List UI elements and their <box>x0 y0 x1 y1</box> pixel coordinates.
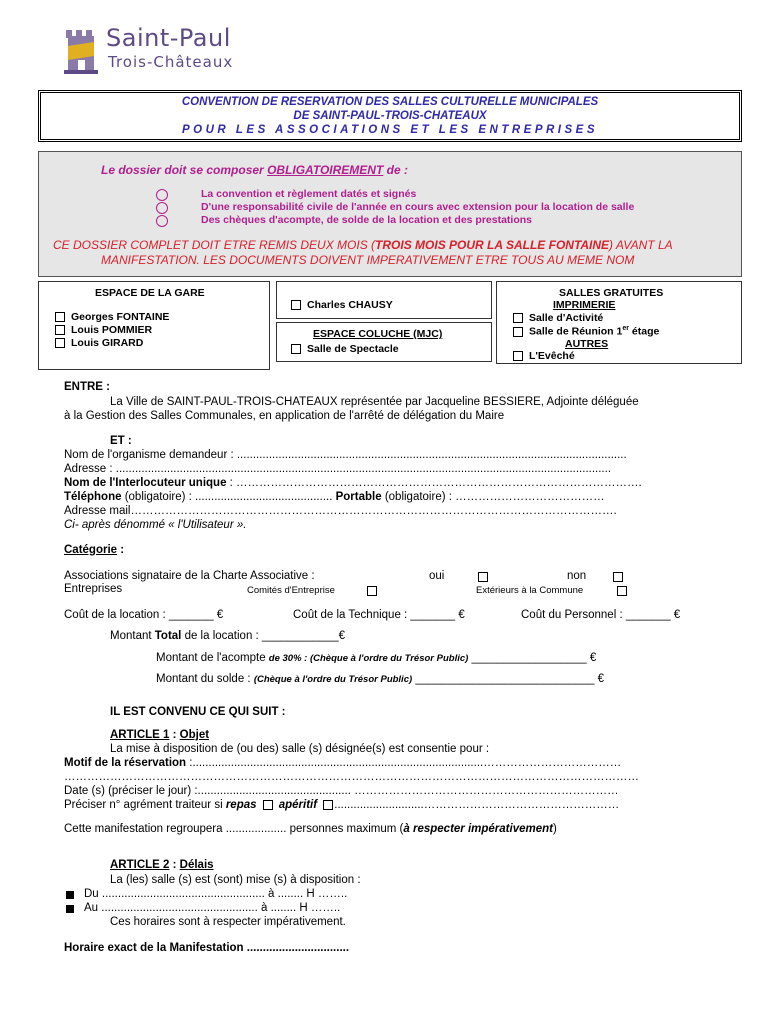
espace-coluche-box <box>276 322 492 362</box>
entre-heading: ENTRE : <box>64 381 110 393</box>
room-label: Georges FONTAINE <box>71 311 170 323</box>
montant-total-bold: Total <box>154 630 182 642</box>
dossier-intro <box>101 163 408 177</box>
dossier-intro-text: Le dossier doit se composer <box>101 163 268 177</box>
categorie-colon: : <box>117 544 125 556</box>
organisme-field[interactable]: Nom de l'organisme demandeur : .......................................................................................................................... <box>64 449 627 461</box>
bullet-square-icon <box>66 891 74 899</box>
ville-text-line1: La Ville de SAINT-PAUL-TROIS-CHATEAUX représentée par Jacqueline BESSIERE, Adjointe déléguée <box>110 396 639 408</box>
motif-label: Motif de la réservation <box>64 757 187 769</box>
dossier-item: D'une responsabilité civile de l'année en cours avec extension pour la location de salle <box>201 201 635 213</box>
article2-sep: : <box>169 859 180 871</box>
espace-gare-title: ESPACE DE LA GARE <box>95 287 205 299</box>
motif-dots: :...........................................................................................……………………………… <box>186 757 622 769</box>
participants-paren: ) <box>552 823 557 835</box>
article1-sep: : <box>169 729 180 741</box>
room-option[interactable] <box>513 350 575 362</box>
dossier-intro-end: de : <box>383 163 408 177</box>
email-field[interactable]: Adresse mail………………………………………………………………………………………………………………. <box>64 505 617 517</box>
comites-label: Comités d'Entreprise <box>247 585 335 596</box>
article1-heading <box>110 729 209 741</box>
checkbox-icon[interactable] <box>513 351 523 361</box>
checkbox-icon[interactable] <box>291 344 301 354</box>
room-option[interactable] <box>513 312 603 324</box>
dossier-warning-line2: MANIFESTATION. LES DOCUMENTS DOIVENT IMPERATIVEMENT ETRE TOUS AU MEME NOM <box>101 253 635 267</box>
title-line3: POUR LES ASSOCIATIONS ET LES ENTREPRISES <box>181 124 599 136</box>
title-box <box>38 90 742 142</box>
aperitif-checkbox-icon[interactable] <box>323 800 333 810</box>
bullet-square-icon <box>66 905 74 913</box>
repas-label: repas <box>225 799 257 811</box>
article1-label: ARTICLE 1 <box>110 729 170 741</box>
warning-text: CE DOSSIER COMPLET DOIT ETRE REMIS DEUX MOIS ( <box>53 238 376 252</box>
solde-blank: ____________________________ € <box>412 673 605 685</box>
categorie-heading <box>64 544 124 556</box>
title-line2: DE SAINT-PAUL-TROIS-CHATEAUX <box>293 110 487 122</box>
room-label: Charles CHAUSY <box>307 299 393 311</box>
room-label: Salle de Réunion 1 <box>529 325 623 338</box>
checkbox-icon[interactable] <box>55 338 65 348</box>
warning-bold: TROIS MOIS POUR LA SALLE FONTAINE <box>375 238 610 252</box>
traiteur-field[interactable] <box>64 799 619 811</box>
dossier-item: La convention et règlement datés et signés <box>201 188 417 200</box>
telephone-dots: (obligatoire) : ........................................... <box>121 491 336 503</box>
espace-coluche-title: ESPACE COLUCHE (MJC) <box>313 328 443 340</box>
exterieurs-label: Extérieurs à la Commune <box>476 585 584 596</box>
room-option[interactable] <box>291 343 399 355</box>
portable-dots: (obligatoire) : ………………………………… <box>381 491 605 503</box>
checkbox-icon[interactable] <box>513 327 523 337</box>
room-label: Louis POMMIER <box>71 324 153 336</box>
dossier-warning-line1 <box>53 238 673 252</box>
adresse-field[interactable]: Adresse : ........................................................................................................................................................... <box>64 463 612 475</box>
article2-heading <box>110 859 214 871</box>
checkbox-icon[interactable] <box>513 313 523 323</box>
room-option[interactable] <box>513 325 659 338</box>
telephone-field[interactable] <box>64 491 605 503</box>
traiteur-text: Préciser n° agrément traiteur si <box>64 799 226 811</box>
cout-technique-field[interactable]: Coût de la Technique : _______ € <box>293 609 465 621</box>
horaire-exact-field[interactable]: Horaire exact de la Manifestation ................................ <box>64 942 350 954</box>
dossier-item: Des chèques d'acompte, de solde de la location et des prestations <box>201 214 533 226</box>
acompte-blank: __________________ € <box>468 652 597 664</box>
checkbox-icon[interactable] <box>55 312 65 322</box>
room-label-sup: er <box>622 325 629 332</box>
logo-line1: Saint-Paul <box>106 24 231 52</box>
salles-gratuites-title: SALLES GRATUITES <box>559 287 664 299</box>
acompte-field[interactable] <box>156 652 596 664</box>
title-line1: CONVENTION DE RESERVATION DES SALLES CULTURELLE MUNICIPALES <box>181 96 599 108</box>
au-field[interactable]: Au ................................................. à ........ H …….. <box>84 902 341 914</box>
checkbox-icon[interactable] <box>55 325 65 335</box>
room-option[interactable] <box>55 337 143 349</box>
participants-text: Cette manifestation regroupera ................... personnes maximum ( <box>64 823 404 835</box>
article1-title: Objet <box>179 729 210 741</box>
room-label: L'Evêché <box>529 350 575 362</box>
interlocuteur-label: Nom de l'Interlocuteur unique <box>64 477 227 489</box>
castle-tower-icon <box>62 26 102 78</box>
categorie-label: Catégorie <box>64 544 118 556</box>
interlocuteur-field[interactable] <box>64 477 642 489</box>
room-label: Salle de Spectacle <box>307 343 399 355</box>
repas-checkbox-icon[interactable] <box>263 800 273 810</box>
article2-text: La (les) salle (s) est (sont) mise (s) à disposition : <box>110 874 361 886</box>
oui-label: oui <box>429 570 445 582</box>
cout-location-field[interactable]: Coût de la location : _______ € <box>64 609 224 621</box>
room-option[interactable] <box>291 299 393 311</box>
dossier-requirements-box <box>38 151 742 277</box>
room-label-end: étage <box>628 325 660 338</box>
bullet-circle-icon <box>156 189 168 201</box>
acompte-note: de 30% : (Chèque à l'ordre du Trésor Public) <box>268 653 469 664</box>
participants-note: à respecter impérativement <box>403 823 553 835</box>
warning-text-end: ) AVANT LA <box>609 238 673 252</box>
non-label: non <box>567 570 587 582</box>
article1-text: La mise à disposition de (ou des) salle (s) désignée(s) est consentie pour : <box>110 743 490 755</box>
checkbox-icon[interactable] <box>291 300 301 310</box>
ville-text-line2: à la Gestion des Salles Communales, en application de l'arrêté de délégation du Maire <box>64 410 505 422</box>
room-option[interactable] <box>55 311 169 323</box>
et-heading: ET : <box>110 435 132 447</box>
dates-field[interactable]: Date (s) (préciser le jour) :................................................ …………………………………………………………… <box>64 785 619 797</box>
oui-checkbox-icon[interactable] <box>478 572 488 582</box>
montant-total-blank: de la location : ____________€ <box>181 630 346 642</box>
bullet-circle-icon <box>156 202 168 214</box>
article2-label: ARTICLE 2 <box>110 859 170 871</box>
entreprises-label: Entreprises <box>64 583 123 595</box>
montant-total-text: Montant <box>110 630 155 642</box>
acompte-text: Montant de l'acompte <box>156 652 269 664</box>
utilisateur-note: Ci- après dénommé « l'Utilisateur ». <box>64 519 247 531</box>
non-checkbox-icon[interactable] <box>613 572 623 582</box>
autres-title: AUTRES <box>565 338 609 350</box>
montant-total-field[interactable] <box>110 630 345 642</box>
room-option[interactable] <box>55 324 152 336</box>
portable-label: Portable <box>335 491 382 503</box>
motif-continuation-field[interactable]: …………………………………………………………………………………………………………………………………… <box>64 771 639 783</box>
solde-text: Montant du solde : <box>156 673 254 685</box>
exterieurs-checkbox-icon[interactable] <box>617 586 627 596</box>
associations-label: Associations signataire de la Charte Associative : <box>64 570 315 582</box>
bullet-circle-icon <box>156 215 168 227</box>
interlocuteur-dots: : ……………………………………………………………………………………………. <box>226 477 642 489</box>
espace-gare-box <box>38 281 270 370</box>
comites-checkbox-icon[interactable] <box>367 586 377 596</box>
imprimerie-title: IMPRIMERIE <box>553 299 616 311</box>
du-field[interactable]: Du ................................................... à ........ H …….. <box>84 888 348 900</box>
room-label: Louis GIRARD <box>71 337 144 349</box>
dossier-intro-underlined: OBLIGATOIREMENT <box>267 163 384 177</box>
article2-title: Délais <box>179 859 214 871</box>
logo <box>62 22 272 80</box>
chausy-box <box>276 281 492 319</box>
motif-field[interactable] <box>64 757 621 769</box>
solde-note: (Chèque à l'ordre du Trésor Public) <box>253 674 413 685</box>
traiteur-dots: ............................…………………………………………… <box>334 799 620 811</box>
participants-field[interactable] <box>64 823 557 835</box>
solde-field[interactable] <box>156 673 604 685</box>
room-label: Salle d'Activité <box>529 312 604 324</box>
cout-personnel-field[interactable]: Coût du Personnel : _______ € <box>521 609 681 621</box>
telephone-label: Téléphone <box>64 491 122 503</box>
horaires-note: Ces horaires sont à respecter impérativement. <box>110 916 346 928</box>
aperitif-label: apéritif <box>278 799 318 811</box>
salles-gratuites-box <box>496 281 742 364</box>
logo-line2: Trois-Châteaux <box>108 53 234 71</box>
convenu-heading: IL EST CONVENU CE QUI SUIT : <box>110 706 286 718</box>
